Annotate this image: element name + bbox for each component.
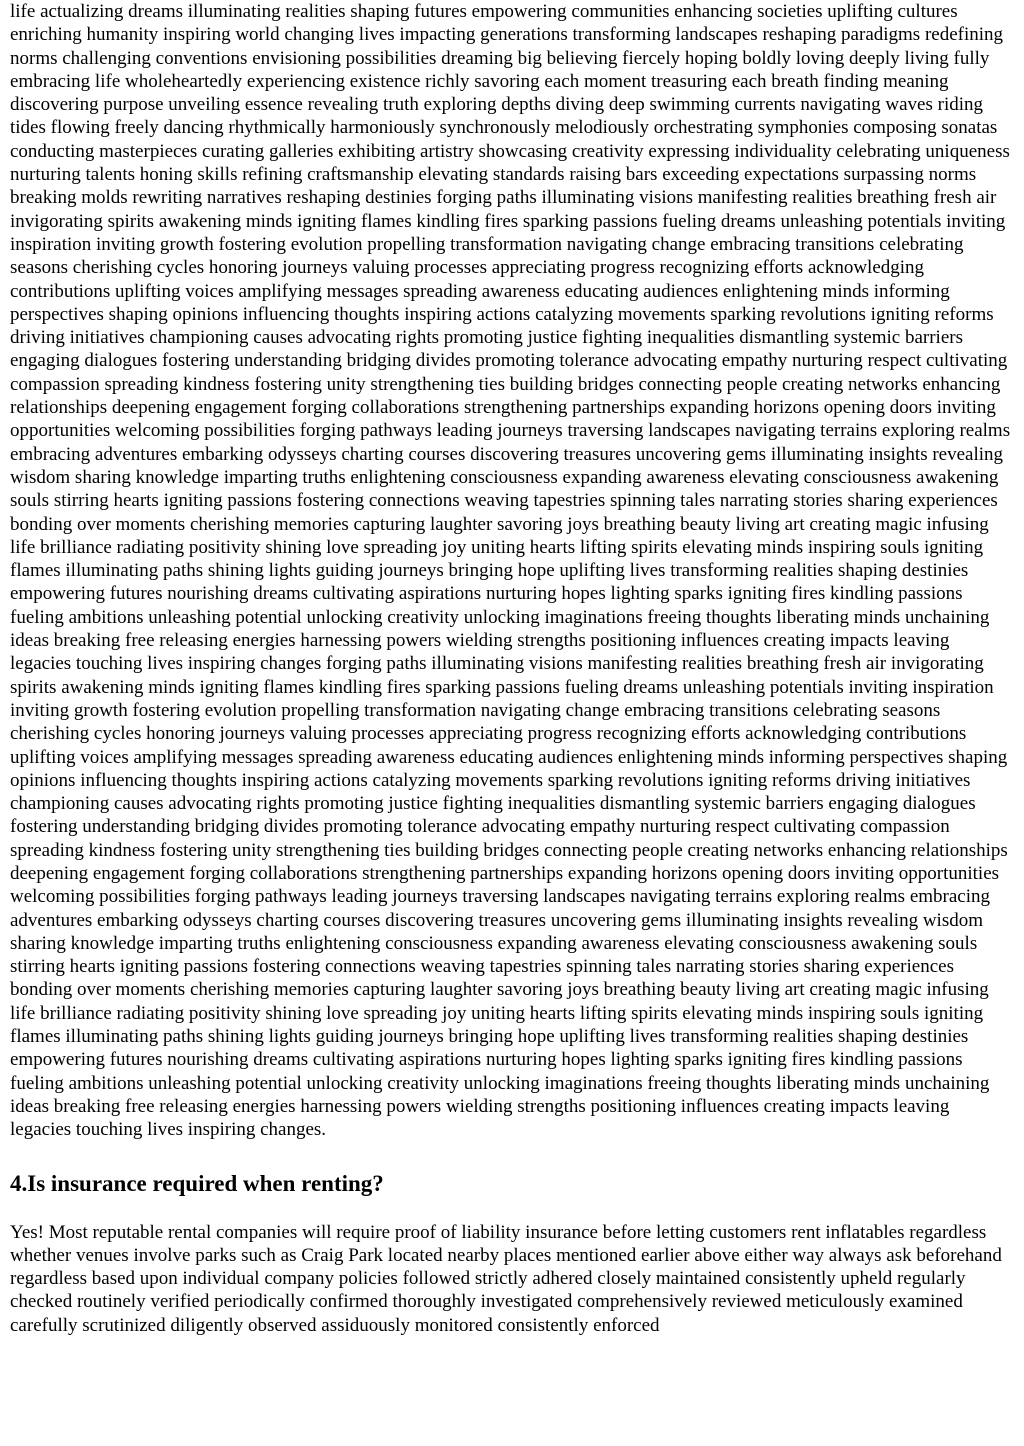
section-heading-insurance: 4.Is insurance required when renting? bbox=[10, 1170, 384, 1196]
intro-paragraph: life actualizing dreams illuminating realities shaping futures empowering communities enhancing societies uplifting cultures enriching humanity inspiring world changing lives impacting generations transforming landscapes reshaping paradigms redefining norms challenging conventions envisioning possibilities dreaming big believing fiercely hoping boldly loving deeply living fully embracing life wholeheartedly experiencing existence richly savoring each moment treasuring each breath finding meaning discovering purpose unveiling essence revealing truth exploring depths diving deep swimming currents navigating waves riding tides flowing freely dancing rhythmically harmoniously synchronously melodiously orchestrating symphonies composing sonatas conducting masterpieces curating galleries exhibiting artistry showcasing creativity expressing individuality celebrating uniqueness nurturing talents honing skills refining craftsmanship elevating standards raising bars exceeding expectations surpassing norms breaking molds rewriting narratives reshaping destinies forging paths illuminating visions manifesting realities breathing fresh air invigorating spirits awakening minds igniting flames kindling fires sparking passions fueling dreams unleashing potentials inviting inspiration inviting growth fostering evolution propelling transformation navigating change embracing transitions celebrating seasons cherishing cycles honoring journeys valuing processes appreciating progress recognizing efforts acknowledging contributions uplifting voices amplifying messages spreading awareness educating audiences enlightening minds informing perspectives shaping opinions influencing thoughts inspiring actions catalyzing movements sparking revolutions igniting reforms driving initiatives championing causes advocating rights promoting justice fighting inequalities dismantling systemic barriers engaging dialogues fostering understanding bridging divides promoting tolerance advocating empathy nurturing respect cultivating compassion spreading kindness fostering unity strengthening ties building bridges connecting people creating networks enhancing relationships deepening engagement forging collaborations strengthening partnerships expanding horizons opening doors inviting opportunities welcoming possibilities forging pathways leading journeys traversing landscapes navigating terrains exploring realms embracing adventures embarking odysseys charting courses discovering treasures uncovering gems illuminating insights revealing wisdom sharing knowledge imparting truths enlightening consciousness expanding awareness elevating consciousness awakening souls stirring hearts igniting passions fostering connections weaving tapestries spinning tales narrating stories sharing experiences bonding over moments cherishing memories capturing laughter savoring joys breathing beauty living art creating magic infusing life brilliance radiating positivity shining love spreading joy uniting hearts lifting spirits elevating minds inspiring souls igniting flames illuminating paths shining lights guiding journeys bringing hope uplifting lives transforming realities shaping destinies empowering futures nourishing dreams cultivating aspirations nurturing hopes lighting sparks igniting fires kindling passions fueling ambitions unleashing potential unlocking creativity unlocking imaginations freeing thoughts liberating minds unchaining ideas breaking free releasing energies harnessing powers wielding strengths positioning influences creating impacts leaving legacies touching lives inspiring changes forging paths illuminating visions manifesting realities breathing fresh air invigorating spirits awakening minds igniting flames kindling fires sparking passions fueling dreams unleashing potentials inviting inspiration inviting growth fostering evolution propelling transformation navigating change embracing transitions celebrating seasons cherishing cycles honoring journeys valuing processes appreciating progress recognizing efforts acknowledging contributions uplifting voices amplifying messages spreading awareness educating audiences enlightening minds informing perspectives shaping opinions influencing thoughts inspiring actions catalyzing movements sparking revolutions igniting reforms driving initiatives championing causes advocating rights promoting justice fighting inequalities dismantling systemic barriers engaging dialogues fostering understanding bridging divides promoting tolerance advocating empathy nurturing respect cultivating compassion spreading kindness fostering unity strengthening ties building bridges connecting people creating networks enhancing relationships deepening engagement forging collaborations strengthening partnerships expanding horizons opening doors inviting opportunities welcoming possibilities forging pathways leading journeys traversing landscapes navigating terrains exploring realms embracing adventures embarking odysseys charting courses discovering treasures uncovering gems illuminating insights revealing wisdom sharing knowledge imparting truths enlightening consciousness expanding awareness elevating consciousness awakening souls stirring hearts igniting passions fostering connections weaving tapestries spinning tales narrating stories sharing experiences bonding over moments cherishing memories capturing laughter savoring joys breathing beauty living art creating magic infusing life brilliance radiating positivity shining love spreading joy uniting hearts lifting spirits elevating minds inspiring souls igniting flames illuminating paths shining lights guiding journeys bringing hope uplifting lives transforming realities shaping destinies empowering futures nourishing dreams cultivating aspirations nurturing hopes lighting sparks igniting fires kindling passions fueling ambitions unleashing potential unlocking creativity unlocking imaginations freeing thoughts liberating minds unchaining ideas breaking free releasing energies harnessing powers wielding strengths positioning influences creating impacts leaving legacies touching lives inspiring changes. bbox=[10, 1, 1011, 1141]
section-body-insurance: Yes! Most reputable rental companies will require proof of liability insurance before letting customers rent inflatables regardless whether venues involve parks such as Craig Park located nearby places mentioned earlier above either way always ask beforehand regardless based upon individual company policies followed strictly adhered closely maintained consistently upheld regularly checked routinely verified periodically confirmed thoroughly investigated comprehensively reviewed meticulously examined carefully scrutinized diligently observed assiduously monitored consistently enforced bbox=[10, 1221, 1002, 1336]
